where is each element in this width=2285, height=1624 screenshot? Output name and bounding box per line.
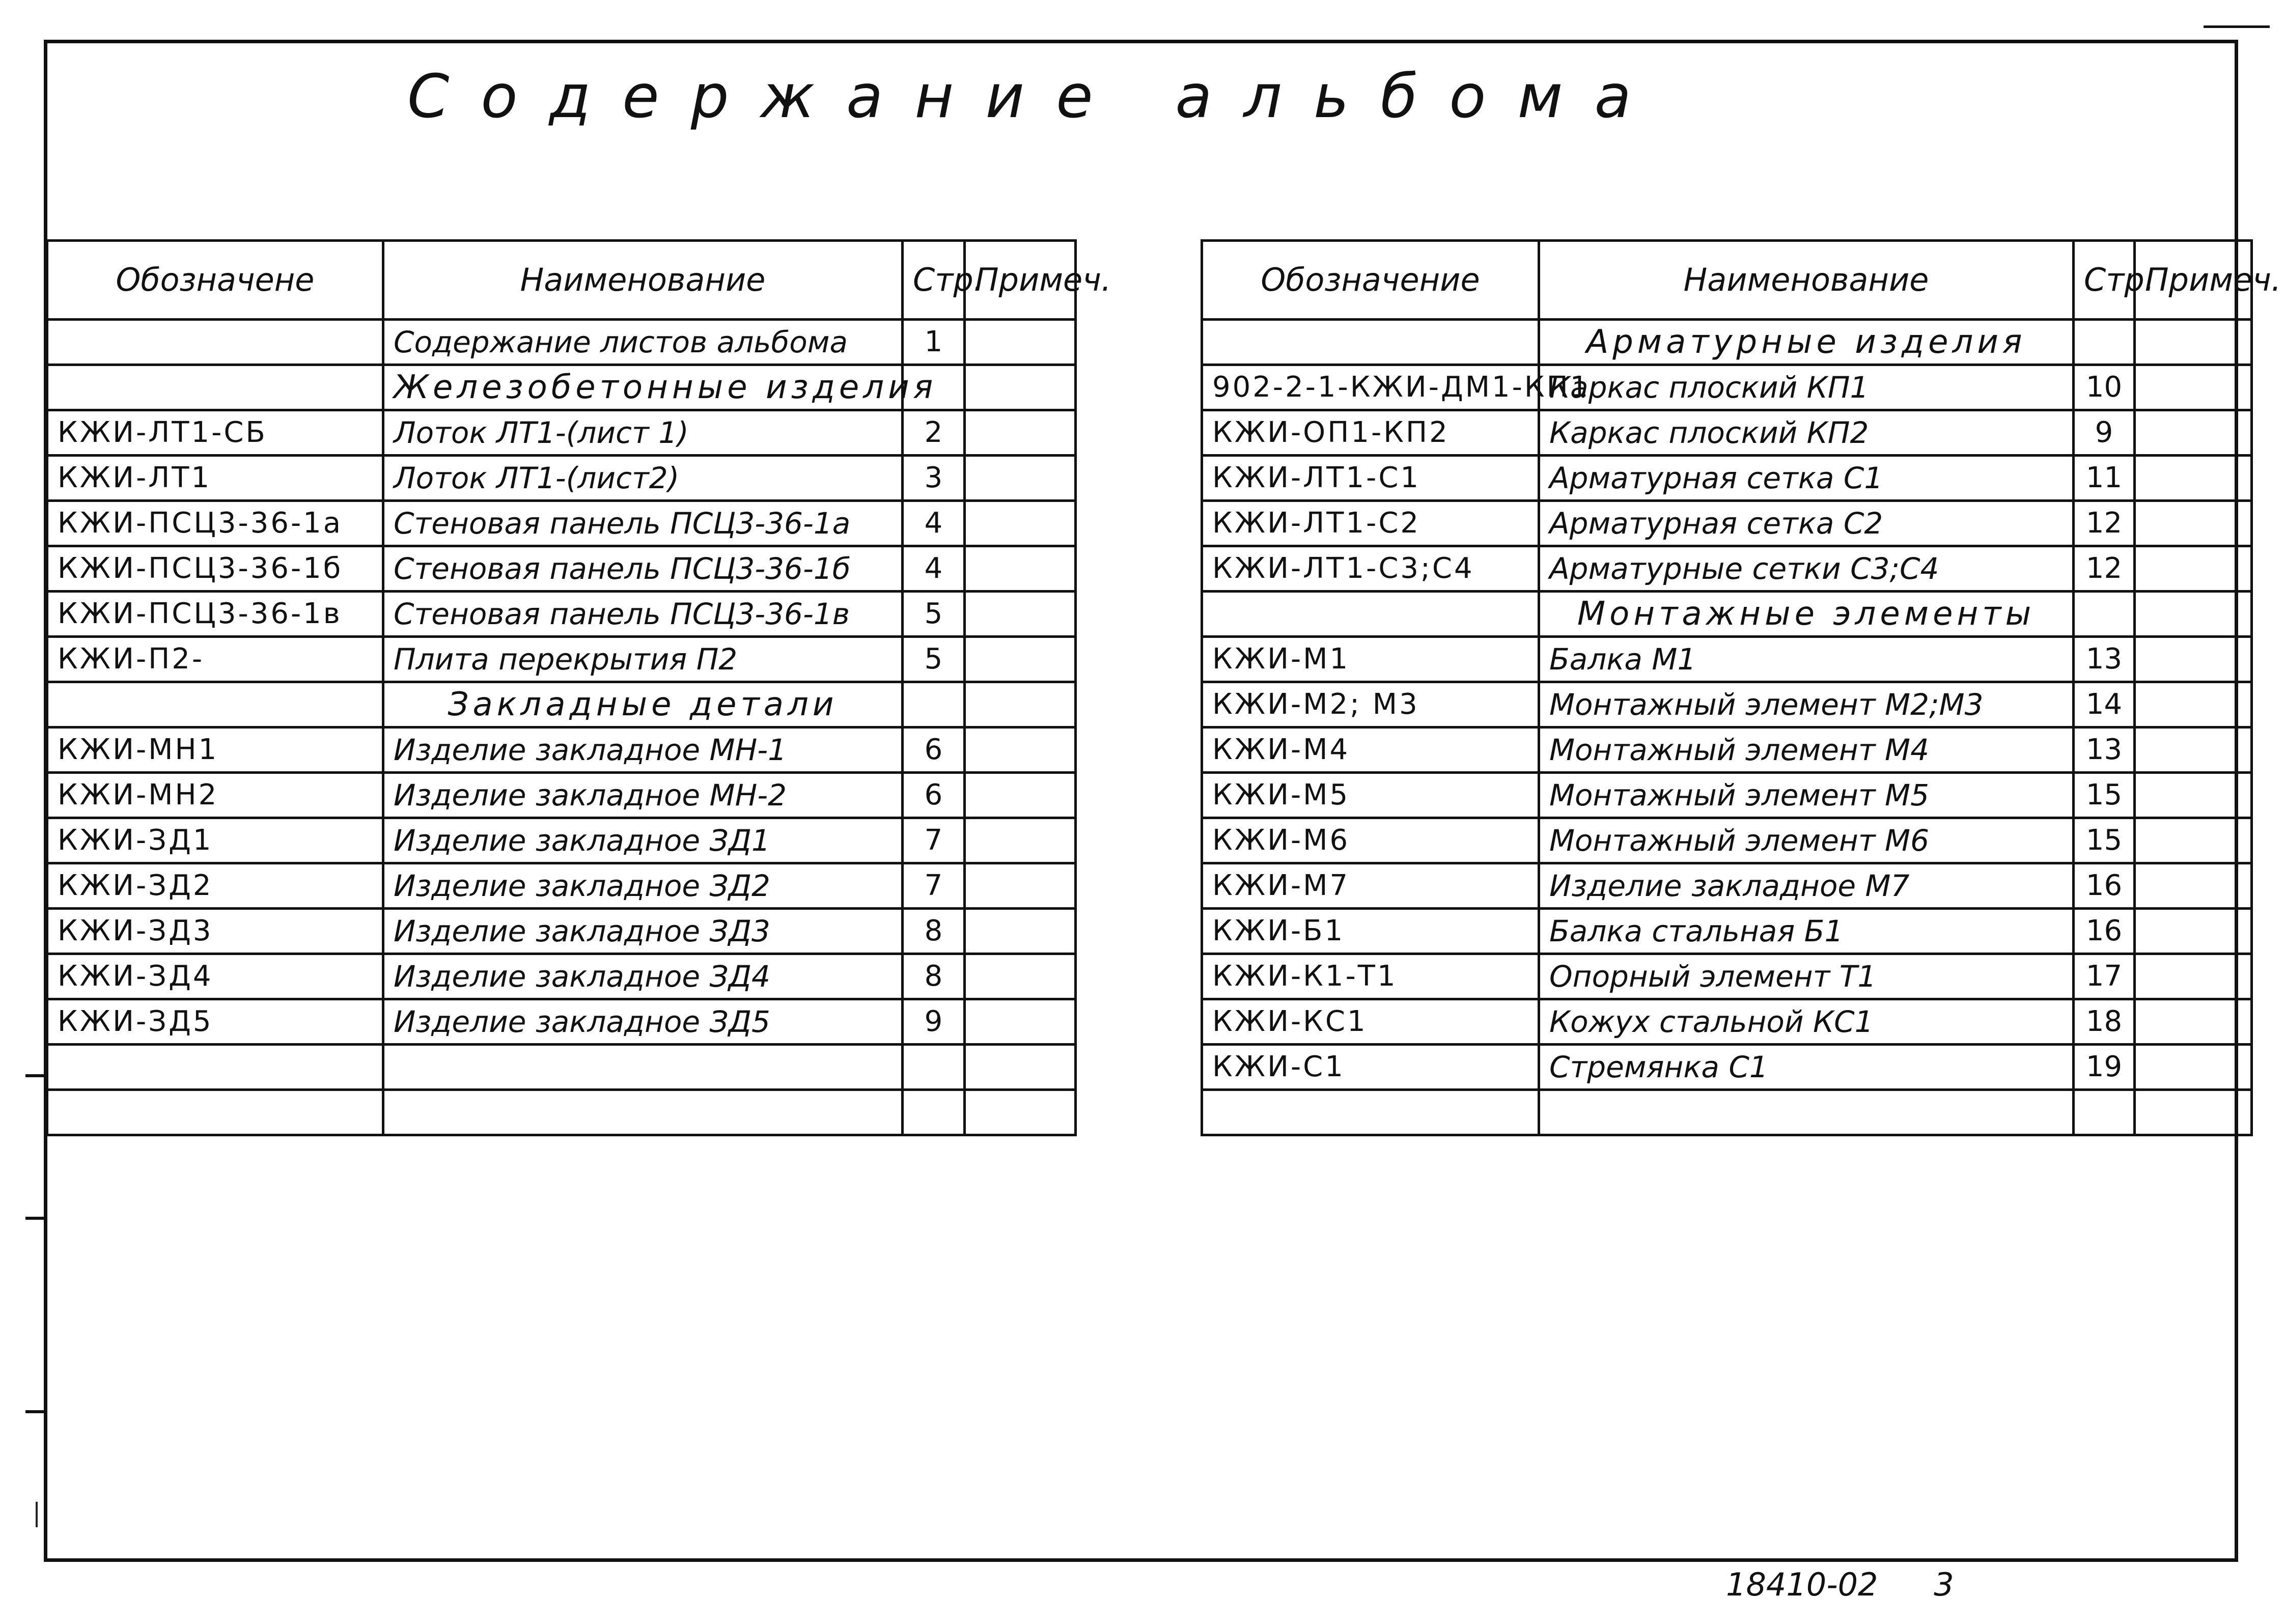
- name-cell: Стеновая панель ПСЦ3-36-1б: [383, 546, 903, 592]
- table-row: [47, 592, 1076, 637]
- name-cell: Стремянка С1: [1539, 1045, 2074, 1090]
- note-cell: [2135, 456, 2252, 501]
- page-cell: 15: [2074, 818, 2135, 863]
- note-cell: [2135, 365, 2252, 410]
- note-cell: [965, 1090, 1076, 1135]
- name-cell: Монтажный элемент М6: [1539, 818, 2074, 863]
- name-cell: Стеновая панель ПСЦ3-36-1в: [383, 592, 903, 637]
- designation-cell: КЖИ-ЗД1: [47, 818, 383, 863]
- table-row: [1202, 727, 2252, 773]
- table-row: [1202, 954, 2252, 999]
- page-cell: 12: [2074, 501, 2135, 546]
- note-cell: [965, 592, 1076, 637]
- note-cell: [965, 1045, 1076, 1090]
- page-cell: 9: [903, 999, 965, 1045]
- note-cell: [965, 818, 1076, 863]
- page-cell: 3: [903, 456, 965, 501]
- designation-cell: КЖИ-ЛТ1-С3;С4: [1202, 546, 1539, 592]
- note-cell: [2135, 773, 2252, 818]
- table-row: [1202, 773, 2252, 818]
- page-cell: 16: [2074, 863, 2135, 909]
- note-cell: [965, 773, 1076, 818]
- page-cell: 6: [903, 773, 965, 818]
- note-cell: [965, 954, 1076, 999]
- section-row: [1202, 592, 2252, 637]
- page-cell: 12: [2074, 546, 2135, 592]
- page-cell: [2074, 1090, 2135, 1135]
- margin-dash: [36, 1502, 38, 1527]
- page-cell: 11: [2074, 456, 2135, 501]
- note-cell: [965, 410, 1076, 456]
- page-cell: 7: [903, 818, 965, 863]
- name-cell: Изделие закладное ЗД5: [383, 999, 903, 1045]
- name-cell: [1539, 1090, 2074, 1135]
- name-cell: Изделие закладное ЗД1: [383, 818, 903, 863]
- name-cell: Балка стальная Б1: [1539, 909, 2074, 954]
- page-cell: 10: [2074, 365, 2135, 410]
- designation-cell: [1202, 1090, 1539, 1135]
- page-cell: [2074, 320, 2135, 365]
- table-row: [47, 1090, 1076, 1135]
- page-cell: 6: [903, 727, 965, 773]
- note-cell: [2135, 592, 2252, 637]
- page-cell: 8: [903, 954, 965, 999]
- note-cell: [965, 727, 1076, 773]
- page-cell: [903, 682, 965, 727]
- name-cell: Изделие закладное ЗД4: [383, 954, 903, 999]
- corner-mark: [2204, 25, 2270, 28]
- page-cell: 17: [2074, 954, 2135, 999]
- table-row: [47, 1045, 1076, 1090]
- designation-cell: КЖИ-МН2: [47, 773, 383, 818]
- designation-cell: КЖИ-П2-: [47, 637, 383, 682]
- name-cell: [383, 1045, 903, 1090]
- note-cell: [2135, 546, 2252, 592]
- note-cell: [2135, 1090, 2252, 1135]
- table-header-row: [47, 241, 1076, 320]
- designation-cell: КЖИ-ОП1-КП2: [1202, 410, 1539, 456]
- sheet-number: 3: [1934, 1566, 1954, 1603]
- name-cell: Каркас плоский КП2: [1539, 410, 2074, 456]
- section-title-cell: Монтажные элементы: [1539, 592, 2074, 637]
- page-cell: [2074, 592, 2135, 637]
- page-cell: 8: [903, 909, 965, 954]
- sheet-stamp: [1726, 1566, 2000, 1603]
- note-cell: [2135, 863, 2252, 909]
- designation-cell: КЖИ-М1: [1202, 637, 1539, 682]
- designation-cell: 902-2-1-КЖИ-ДМ1-КП1: [1202, 365, 1539, 410]
- table-row: [47, 999, 1076, 1045]
- name-cell: Монтажный элемент М2;М3: [1539, 682, 2074, 727]
- table-row: [47, 410, 1076, 456]
- designation-cell: КЖИ-МН1: [47, 727, 383, 773]
- designation-cell: [47, 682, 383, 727]
- designation-cell: КЖИ-ЛТ1: [47, 456, 383, 501]
- section-row: [1202, 320, 2252, 365]
- note-cell: [2135, 1045, 2252, 1090]
- designation-cell: [47, 365, 383, 410]
- section-title-cell: Железобетонные изделия: [383, 365, 903, 410]
- table-row: [1202, 410, 2252, 456]
- section-title-cell: Закладные детали: [383, 682, 903, 727]
- note-cell: [965, 501, 1076, 546]
- table-row: [47, 818, 1076, 863]
- note-cell: [2135, 999, 2252, 1045]
- note-cell: [965, 456, 1076, 501]
- note-cell: [2135, 410, 2252, 456]
- margin-tick: [25, 1074, 46, 1077]
- page-cell: 4: [903, 501, 965, 546]
- designation-cell: КЖИ-М5: [1202, 773, 1539, 818]
- table-row: [47, 909, 1076, 954]
- table-row: [47, 546, 1076, 592]
- section-row: [47, 365, 1076, 410]
- section-row: [47, 682, 1076, 727]
- note-cell: [965, 863, 1076, 909]
- designation-cell: КЖИ-Б1: [1202, 909, 1539, 954]
- name-cell: [383, 1090, 903, 1135]
- name-cell: Изделие закладное ЗД3: [383, 909, 903, 954]
- header-name: Наименование: [383, 241, 903, 320]
- note-cell: [2135, 909, 2252, 954]
- table-row: [1202, 909, 2252, 954]
- page-cell: 5: [903, 637, 965, 682]
- table-body: [1202, 320, 2252, 1135]
- contents-table-right: [1201, 239, 2281, 1136]
- name-cell: Плита перекрытия П2: [383, 637, 903, 682]
- header-designation: Обозначене: [47, 241, 383, 320]
- designation-cell: КЖИ-ЗД2: [47, 863, 383, 909]
- designation-cell: КЖИ-К1-Т1: [1202, 954, 1539, 999]
- note-cell: [965, 909, 1076, 954]
- page-cell: 16: [2074, 909, 2135, 954]
- page-cell: 18: [2074, 999, 2135, 1045]
- contents-table-left: [46, 239, 1111, 1136]
- table-row: [1202, 1090, 2252, 1135]
- name-cell: Каркас плоский КП1: [1539, 365, 2074, 410]
- table-row: [47, 456, 1076, 501]
- name-cell: Содержание листов альбома: [383, 320, 903, 365]
- table-row: [1202, 999, 2252, 1045]
- page-cell: 19: [2074, 1045, 2135, 1090]
- designation-cell: [1202, 592, 1539, 637]
- table-row: [47, 863, 1076, 909]
- table-row: [47, 320, 1076, 365]
- table-row: [1202, 863, 2252, 909]
- document-number: 18410-02: [1726, 1566, 1878, 1603]
- name-cell: Изделие закладное МН-1: [383, 727, 903, 773]
- page-cell: 14: [2074, 682, 2135, 727]
- name-cell: Лоток ЛТ1-(лист2): [383, 456, 903, 501]
- page-cell: 13: [2074, 727, 2135, 773]
- table-row: [1202, 456, 2252, 501]
- name-cell: Изделие закладное ЗД2: [383, 863, 903, 909]
- table-row: [1202, 1045, 2252, 1090]
- note-cell: [2135, 727, 2252, 773]
- designation-cell: КЖИ-М4: [1202, 727, 1539, 773]
- page-cell: 2: [903, 410, 965, 456]
- table-row: [47, 637, 1076, 682]
- header-page: Стр.: [903, 241, 965, 320]
- designation-cell: КЖИ-ЛТ1-С2: [1202, 501, 1539, 546]
- note-cell: [2135, 818, 2252, 863]
- designation-cell: КЖИ-ПСЦ3-36-1б: [47, 546, 383, 592]
- table-row: [1202, 637, 2252, 682]
- page-cell: 5: [903, 592, 965, 637]
- section-title-cell: Арматурные изделия: [1539, 320, 2074, 365]
- designation-cell: КЖИ-ЗД4: [47, 954, 383, 999]
- page-cell: 4: [903, 546, 965, 592]
- header-designation: Обозначение: [1202, 241, 1539, 320]
- name-cell: Арматурная сетка С2: [1539, 501, 2074, 546]
- table-header-row: [1202, 241, 2252, 320]
- note-cell: [965, 999, 1076, 1045]
- designation-cell: КЖИ-ЗД5: [47, 999, 383, 1045]
- designation-cell: КЖИ-ЛТ1-СБ: [47, 410, 383, 456]
- name-cell: Арматурная сетка С1: [1539, 456, 2074, 501]
- table-row: [1202, 365, 2252, 410]
- designation-cell: КЖИ-М6: [1202, 818, 1539, 863]
- name-cell: Опорный элемент Т1: [1539, 954, 2074, 999]
- header-note: Примеч.: [965, 241, 1076, 320]
- note-cell: [965, 637, 1076, 682]
- name-cell: Стеновая панель ПСЦ3-36-1а: [383, 501, 903, 546]
- page-cell: [903, 1090, 965, 1135]
- note-cell: [965, 546, 1076, 592]
- margin-tick: [25, 1410, 46, 1413]
- name-cell: Изделие закладное М7: [1539, 863, 2074, 909]
- name-cell: Монтажный элемент М5: [1539, 773, 2074, 818]
- name-cell: Балка М1: [1539, 637, 2074, 682]
- name-cell: Изделие закладное МН-2: [383, 773, 903, 818]
- table-row: [47, 727, 1076, 773]
- album-title: Содержание альбома: [407, 61, 1663, 131]
- designation-cell: КЖИ-М2; М3: [1202, 682, 1539, 727]
- table-row: [47, 501, 1076, 546]
- note-cell: [965, 682, 1076, 727]
- table-row: [47, 773, 1076, 818]
- margin-tick: [25, 1217, 46, 1220]
- table-row: [1202, 546, 2252, 592]
- table-row: [1202, 818, 2252, 863]
- name-cell: Лоток ЛТ1-(лист 1): [383, 410, 903, 456]
- header-note: Примеч.: [2135, 241, 2252, 320]
- page-cell: 9: [2074, 410, 2135, 456]
- designation-cell: КЖИ-ЗД3: [47, 909, 383, 954]
- page-cell: 7: [903, 863, 965, 909]
- name-cell: Кожух стальной КС1: [1539, 999, 2074, 1045]
- page-cell: [903, 1045, 965, 1090]
- designation-cell: КЖИ-М7: [1202, 863, 1539, 909]
- name-cell: Арматурные сетки С3;С4: [1539, 546, 2074, 592]
- page-cell: 13: [2074, 637, 2135, 682]
- note-cell: [2135, 320, 2252, 365]
- designation-cell: КЖИ-С1: [1202, 1045, 1539, 1090]
- designation-cell: [47, 320, 383, 365]
- table-row: [1202, 682, 2252, 727]
- table-body: [47, 320, 1076, 1135]
- name-cell: Монтажный элемент М4: [1539, 727, 2074, 773]
- note-cell: [965, 365, 1076, 410]
- designation-cell: КЖИ-ПСЦ3-36-1а: [47, 501, 383, 546]
- note-cell: [2135, 501, 2252, 546]
- page-cell: 15: [2074, 773, 2135, 818]
- note-cell: [2135, 637, 2252, 682]
- note-cell: [965, 320, 1076, 365]
- page-cell: 1: [903, 320, 965, 365]
- designation-cell: [47, 1090, 383, 1135]
- designation-cell: КЖИ-ПСЦ3-36-1в: [47, 592, 383, 637]
- note-cell: [2135, 682, 2252, 727]
- designation-cell: КЖИ-КС1: [1202, 999, 1539, 1045]
- table-row: [47, 954, 1076, 999]
- designation-cell: [1202, 320, 1539, 365]
- header-page: Стр.: [2074, 241, 2135, 320]
- note-cell: [2135, 954, 2252, 999]
- header-name: Наименование: [1539, 241, 2074, 320]
- designation-cell: КЖИ-ЛТ1-С1: [1202, 456, 1539, 501]
- designation-cell: [47, 1045, 383, 1090]
- table-row: [1202, 501, 2252, 546]
